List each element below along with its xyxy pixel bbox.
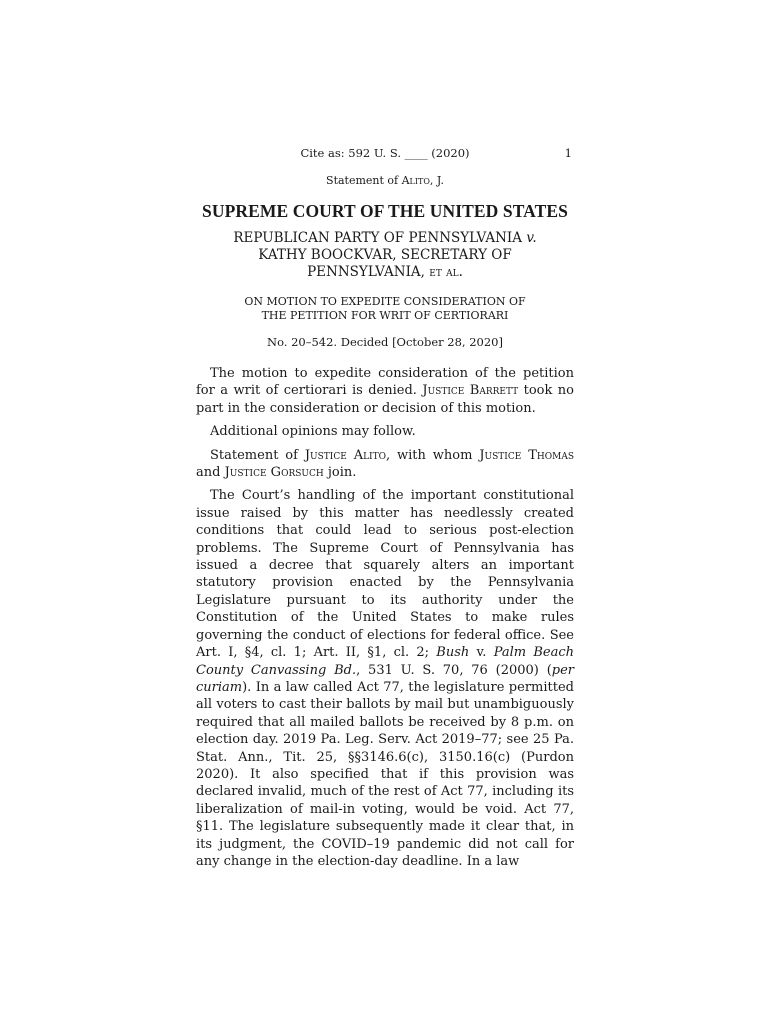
p4-text-b: , 531 U. S. 70, 76 (2000) (	[356, 662, 552, 678]
motion-line-2: THE PETITION FOR WRIT OF CERTIORARI	[261, 309, 509, 322]
parties-line-3	[196, 264, 574, 281]
statement-of-line	[196, 174, 574, 187]
paragraph-3	[196, 447, 574, 482]
paragraph-2: Additional opinions may follow.	[210, 424, 416, 440]
p3-justice-2: Justice Thomas	[479, 447, 574, 463]
statement-prefix: Statement of	[326, 174, 402, 187]
parties-line-1	[196, 230, 574, 247]
opinion-page	[196, 140, 574, 870]
p4-versus: v.	[469, 645, 494, 661]
statement-justice: Alito	[401, 174, 430, 187]
p1-justice: Justice Barrett	[422, 383, 519, 399]
case-parties	[196, 230, 574, 281]
p3-text-d: join.	[323, 465, 357, 481]
citation: Cite as: 592 U. S. ____ (2020)	[300, 146, 470, 160]
p4-case-bush: Bush	[436, 645, 470, 661]
p4-case-palm-beach: Palm Beach County Canvassing Bd.	[196, 645, 574, 678]
p4-per-curiam: per curiam	[196, 662, 574, 695]
p1-text-b: took no part in the consideration or decision of this motion.	[196, 383, 574, 416]
p4-text-c: ). In a law called Act 77, the legislature permitted all voters to cast their ballots by mail but unambiguously required that all mailed ballots be received by 8 p.m. on election day. 2019 Pa. Leg. Serv. Act 2019–77; see 25 Pa. Stat. Ann., Tit. 25, §§3146.6(c), 3150.16(c) (Purdon 2020). It also specified that if this provision was declared invalid, much of the rest of Act 77, including its liberalization of mail-in voting, would be void. Act 77, §11. The legislature subsequently made it clear that, in its judgment, the COVID–19 pandemic did not call for any change in the election-day deadline. In a law	[196, 679, 574, 869]
motion-line-1: ON MOTION TO EXPEDITE CONSIDERATION OF	[244, 295, 526, 308]
et-al: et al.	[429, 264, 463, 280]
p1-text-a: The motion to expedite consideration of the petition for a writ of certiorari is denied.	[196, 366, 574, 399]
court-title: SUPREME COURT OF THE UNITED STATES	[202, 201, 568, 221]
respondent: PENNSYLVANIA,	[307, 264, 425, 280]
parties-line-2: KATHY BOOCKVAR, SECRETARY OF	[258, 247, 512, 263]
running-header	[196, 140, 574, 160]
p3-justice-1: Justice Alito	[304, 447, 386, 463]
opinion-body	[196, 365, 574, 870]
p3-justice-3: Justice Gorsuch	[224, 465, 324, 481]
p3-text-b: , with whom	[386, 447, 480, 463]
docket-line: No. 20–542. Decided [October 28, 2020]	[267, 335, 503, 349]
versus: v.	[526, 230, 537, 246]
p3-text-a: Statement of	[210, 447, 305, 463]
p4-text-a: The Court’s handling of the important constitutional issue raised by this matter has needlessly created conditions that could lead to serious post-election problems. The Supreme Court of Pennsylvania has issued a decree that squarely alters an important statutory provision enacted by the Pennsylvania Legislature pursuant to its authority under the Constitution of the United States to make rules governing the conduct of elections for federal office. See Art. I, §4, cl. 1; Art. II, §1, cl. 2;	[196, 488, 574, 661]
motion-caption	[196, 295, 574, 323]
paragraph-1	[196, 365, 574, 417]
page-number: 1	[564, 146, 572, 160]
statement-suffix: , J.	[429, 174, 444, 187]
petitioner: REPUBLICAN PARTY OF PENNSYLVANIA	[233, 230, 523, 246]
paragraph-4	[196, 487, 574, 870]
p3-text-c: and	[196, 465, 225, 481]
